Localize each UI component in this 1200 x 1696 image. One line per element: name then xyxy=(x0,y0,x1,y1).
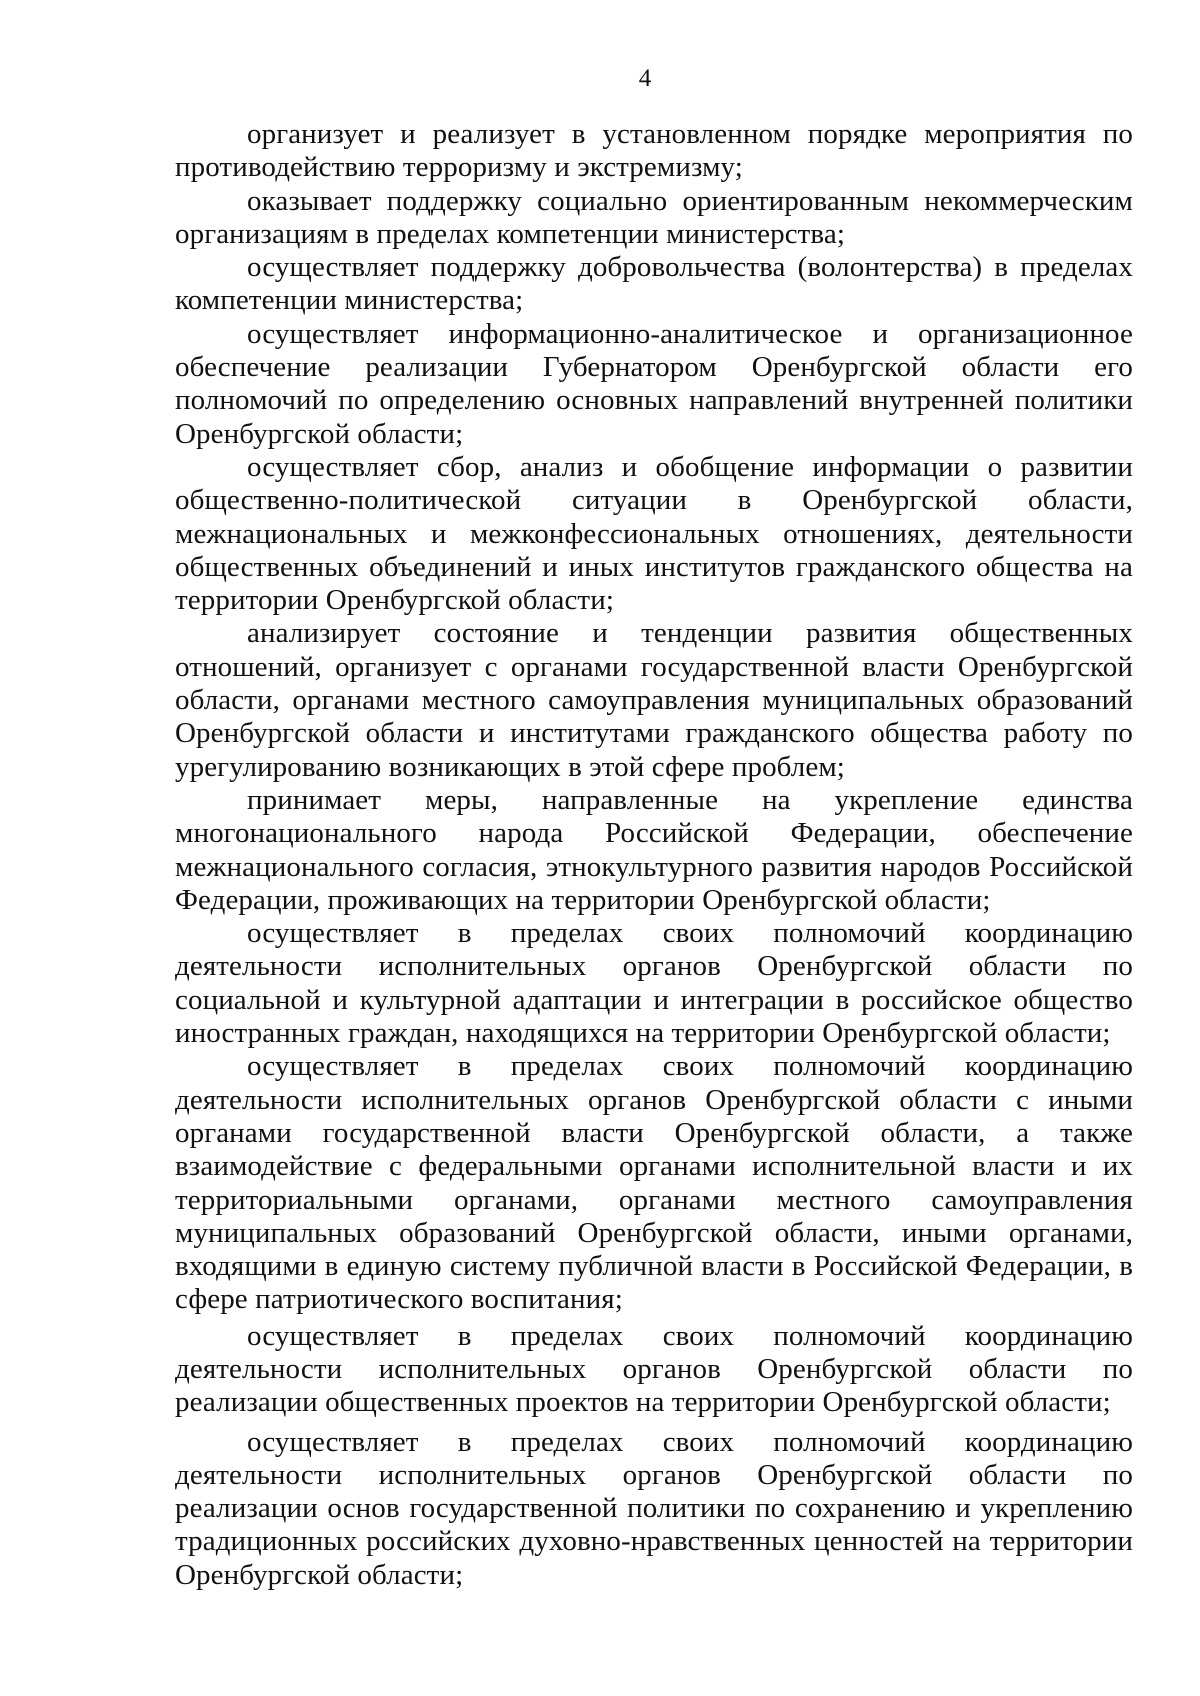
paragraph-national-unity: принимает меры, направленные на укрепление единства многонационального народа Российской Федерации, обеспечение межнационального согласия, этнокультурного развития народов Российской Федерации, проживающих на территории Оренбургской области; xyxy=(175,783,1133,916)
paragraph-volunteering: осуществляет поддержку добровольчества (волонтерства) в пределах компетенции министерства; xyxy=(175,251,1133,317)
page-number: 4 xyxy=(638,65,652,92)
paragraph-patriotic-education: осуществляет в пределах своих полномочий координацию деятельности исполнительных органов Оренбургской области с иными органами государственной власти Оренбургской области, а также взаимодействие с федеральными органами исполнительной власти и их территориальными органами, органами местного самоуправления муниципальных образований Оренбургской области, иными органами, входящими в единую систему публичной власти в Российской Федерации, в сфере патриотического воспитания; xyxy=(175,1050,1133,1316)
paragraph-social-relations: анализирует состояние и тенденции развития общественных отношений, организует с органами государственной власти Оренбургской области, органами местного самоуправления муниципальных образований Оренбургской области и институтами гражданского общества работу по урегулированию возникающих в этой сфере проблем; xyxy=(175,617,1133,783)
paragraph-traditional-values: осуществляет в пределах своих полномочий координацию деятельности исполнительных органов Оренбургской области по реализации основ государственной политики по сохранению и укреплению традиционных российских духовно-нравственных ценностей на территории Оренбургской области; xyxy=(175,1425,1133,1591)
paragraph-information-collection: осуществляет сбор, анализ и обобщение информации о развитии общественно-политической ситуации в Оренбургской области, межнациональных и межконфессиональных отношениях, деятельности общественных объединений и иных институтов гражданского общества на территории Оренбургской области; xyxy=(175,450,1133,617)
paragraph-migrant-adaptation: осуществляет в пределах своих полномочий координацию деятельности исполнительных органов Оренбургской области по социальной и культурной адаптации и интеграции в российское общество иностранных граждан, находящихся на территории Оренбургской области; xyxy=(175,917,1133,1050)
paragraph-nonprofit-support: оказывает поддержку социально ориентированным некоммерческим организациям в пределах компетенции министерства; xyxy=(175,184,1133,250)
paragraph-public-projects: осуществляет в пределах своих полномочий координацию деятельности исполнительных органов Оренбургской области по реализации общественных проектов на территории Оренбургской области; xyxy=(175,1319,1133,1419)
paragraph-analytical-support: осуществляет информационно-аналитическое и организационное обеспечение реализации Губернатором Оренбургской области его полномочий по определению основных направлений внутренней политики Оренбургской области; xyxy=(175,317,1133,450)
paragraph-counter-terrorism: организует и реализует в установленном порядке мероприятия по противодействию терроризму и экстремизму; xyxy=(175,118,1133,184)
document-body xyxy=(175,118,1133,1592)
